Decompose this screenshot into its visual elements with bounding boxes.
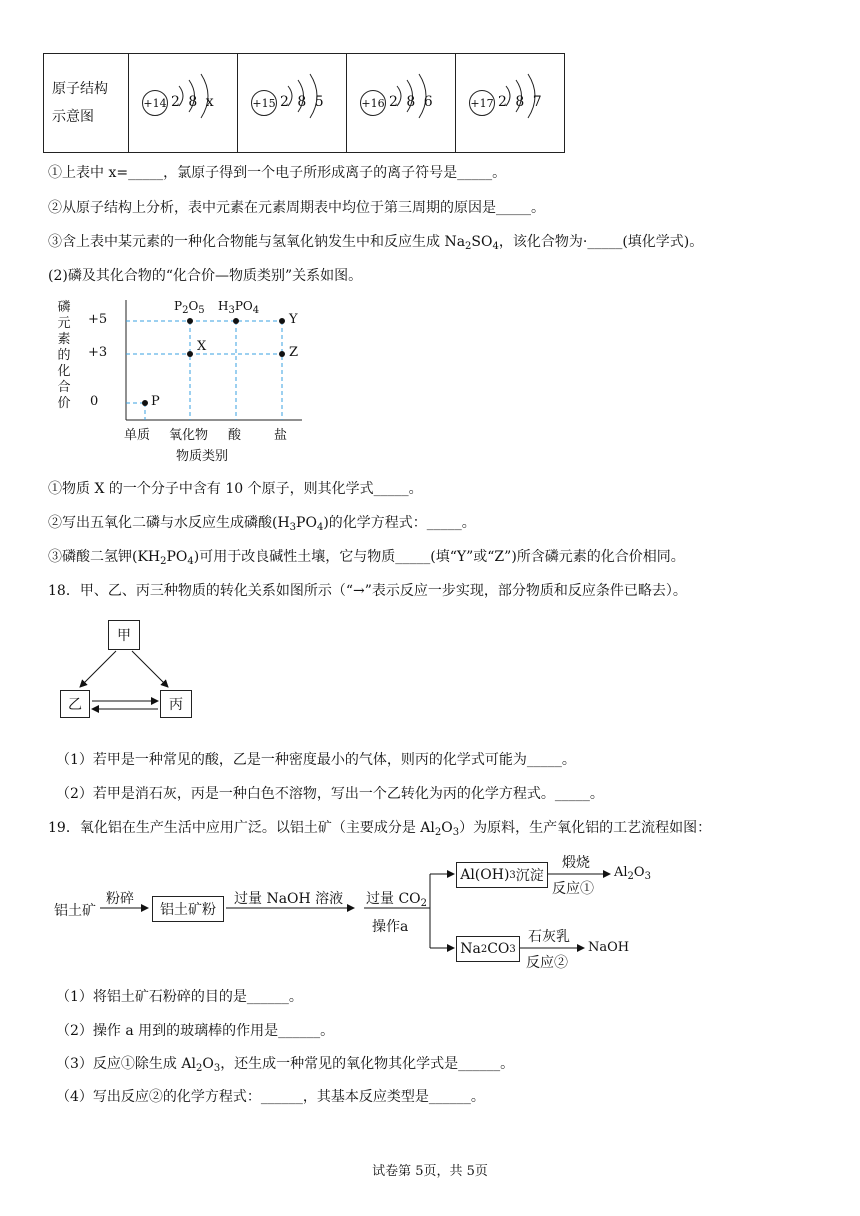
box-jia: 甲 [108,620,140,650]
flow-react1: 反应① [552,881,594,897]
electron-numbers: 2 8 x [171,94,216,110]
subscript: 3 [228,305,235,316]
atom-cell [238,54,347,153]
subscript: 2 [627,871,634,882]
point-h3po4 [233,318,239,324]
q1-line2: ②从原子结构上分析，表中元素在元素周期表中均位于第三周期的原因是_____。 [48,200,545,216]
subscript: 2 [434,827,442,838]
subscript: 3 [289,522,297,533]
text-span: （3）反应①除生成 Al [56,1056,196,1072]
text-span: 19．氧化铝在生产生活中应用广泛。以铝土矿（主要成分是 Al [48,820,435,836]
flow-na2co3-box [456,936,520,962]
text-span: PO [296,515,317,531]
atom-cell [347,54,456,153]
text-span: Na [460,941,481,957]
x-cat-suan: 酸 [228,428,242,443]
box-bing: 丙 [160,690,192,718]
text-span: O [188,299,199,313]
q18-arrows [56,620,196,720]
box-yi: 乙 [60,690,90,718]
subscript: 3 [509,943,516,955]
subscript: 4 [492,241,499,252]
y-axis-label: 磷元素的化合价 [57,300,71,411]
text-span: ，该化合物为·_____(填化学式)。 [498,234,704,250]
subscript: 2 [480,943,488,955]
page-footer: 试卷第 5页，共 5页 [372,1164,488,1179]
text-span: ，还生成一种常见的氧化物其化学式是______。 [220,1056,515,1072]
atom-cell [129,54,238,153]
subscript: 2 [420,898,428,909]
text-span: P [174,299,183,313]
flow-co2 [366,888,427,909]
atom-table-label-line2: 示意图 [52,109,94,125]
label-h3po4 [218,299,259,316]
text-span: ）为原料，生产氧化铝的工艺流程如图： [459,820,712,836]
text-span: O [441,820,453,836]
text-span: )的化学方程式：_____。 [323,515,476,531]
x-axis-label: 物质类别 [176,449,229,464]
q2-line1: ①物质 X 的一个分子中含有 10 个原子，则其化学式_____。 [48,481,423,497]
q1-line1: ①上表中 x=_____，氯原子得到一个电子所形成离子的离子符号是_____。 [48,165,507,181]
q19-sub4: （4）写出反应②的化学方程式：______，其基本反应类型是______。 [56,1089,485,1105]
y-tick-0: 0 [90,394,99,409]
subscript: 4 [252,305,260,316]
text-span: H [218,299,229,313]
subscript: 3 [213,1063,221,1074]
subscript: 2 [465,241,472,252]
x-cat-yanghuawu: 氧化物 [169,428,209,443]
q2-line3 [48,547,685,572]
label-x: X [197,339,207,354]
text-span: 过量 CO [366,891,421,907]
subscript: 4 [187,556,194,567]
text-span: ②写出五氧化二磷与水反应生成磷酸(H [48,515,290,531]
q19-sub3 [56,1054,514,1079]
text-span: ③磷酸二氢钾(KH [48,549,161,565]
q19-flowchart [54,850,694,970]
electron-numbers: 2 8 7 [498,94,544,110]
label-p: P [151,394,160,409]
subscript: 3 [644,871,651,882]
subscript: 2 [160,556,167,567]
text-span: CO [487,941,510,957]
subscript: 2 [182,305,189,316]
label-p2o5 [174,299,205,316]
text-span: Al [614,865,628,880]
subscript: 5 [198,305,205,316]
nucleus: +17 [469,90,495,116]
point-p [142,400,148,406]
guide-lines [126,321,282,420]
text-span: PO [166,549,188,565]
flow-calcine: 煅烧 [562,855,590,871]
text-span: 沉淀 [515,868,544,884]
text-span: Al(OH) [460,867,510,883]
q2-intro: (2)磷及其化合物的“化合价—物质类别”关系如图。 [48,268,363,284]
atom-structure-table [43,53,565,153]
point-y [279,318,285,324]
point-x [187,351,193,357]
q19-sub2: （2）操作 a 用到的玻璃棒的作用是______。 [56,1023,335,1039]
flow-crush: 粉碎 [106,891,134,907]
electron-numbers: 2 8 6 [389,94,435,110]
text-span: O [633,865,645,880]
q1-line3 [48,232,703,257]
text-span: PO [234,299,253,313]
nucleus: +16 [360,90,386,116]
y-tick-plus5: +5 [88,312,108,327]
atom-table-label [44,54,129,153]
text-span: O [202,1056,214,1072]
nucleus: +14 [142,90,168,116]
electron-numbers: 2 8 5 [280,94,326,110]
point-p2o5 [187,318,193,324]
flow-op-a: 操作a [372,919,409,935]
q19-stem [48,818,711,843]
nucleus: +15 [251,90,277,116]
q18-stem: 18．甲、乙、丙三种物质的转化关系如图所示（“→”表示反应一步实现，部分物质和反应条件已略去）。 [48,583,687,599]
q2-line2 [48,513,476,538]
subscript: 2 [195,1063,203,1074]
text-span: )可用于改良碱性土壤，它与物质_____(填“Y”或“Z”)所含磷元素的化合价相同。 [193,549,685,565]
valence-chart [50,296,310,466]
label-y: Y [289,312,298,327]
flow-powder-box: 铝土矿粉 [152,896,224,922]
subscript: 3 [452,827,460,838]
q19-sub1: （1）将铝土矿石粉碎的目的是______。 [56,989,303,1005]
text-span: ③含上表中某元素的一种化合物能与氢氧化钠发生中和反应生成 Na [48,234,466,250]
y-tick-plus3: +3 [88,345,108,360]
flow-ore: 铝土矿 [54,903,96,919]
flow-lime: 石灰乳 [528,929,570,945]
flow-aloh-box [456,862,548,888]
point-z [279,351,285,357]
flow-naoh-out: NaOH [588,940,630,955]
x-cat-danzhi: 单质 [124,428,151,443]
atom-cell [456,54,565,153]
x-cat-yan: 盐 [274,428,288,443]
q18-sub1: （1）若甲是一种常见的酸，乙是一种密度最小的气体，则丙的化学式可能为_____。 [56,752,576,768]
subscript: 3 [509,869,516,881]
label-z: Z [289,345,299,360]
flow-naoh: 过量 NaOH 溶液 [234,891,344,907]
atom-table-label-line1: 原子结构 [52,81,108,97]
text-span: SO [471,234,493,250]
flow-react2: 反应② [526,955,568,971]
q18-sub2: （2）若甲是消石灰，丙是一种白色不溶物，写出一个乙转化为丙的化学方程式。_____。 [56,786,604,802]
subscript: 4 [316,522,324,533]
flow-al2o3 [614,865,651,882]
q18-diagram [56,620,196,720]
